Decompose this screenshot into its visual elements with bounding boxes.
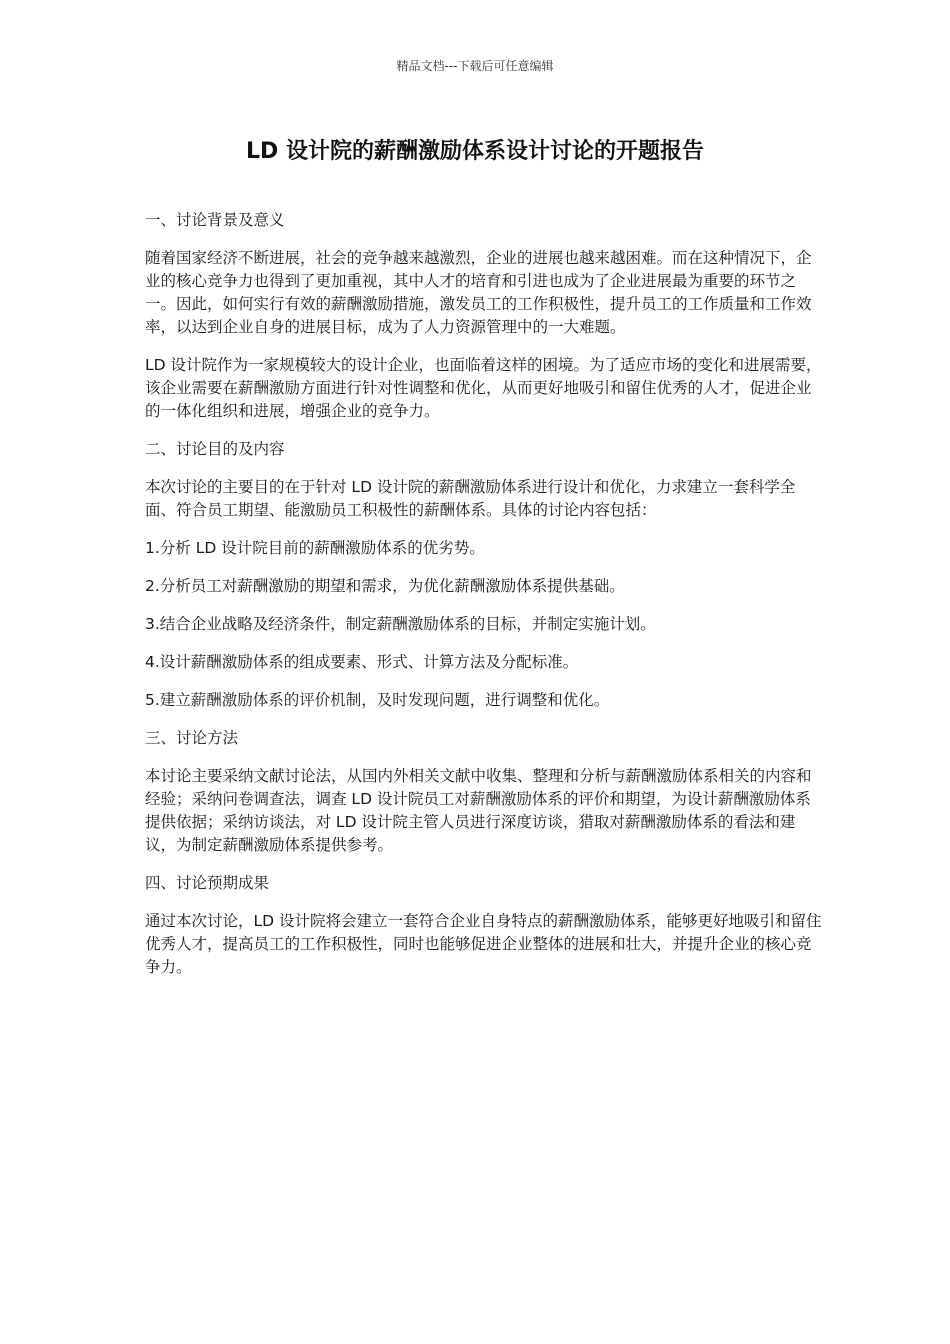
list-item: 5.建立薪酬激励体系的评价机制，及时发现问题，进行调整和优化。 [145, 691, 610, 709]
section-heading-background: 一、讨论背景及意义 [145, 211, 285, 229]
paragraph-background-1: 随着国家经济不断进展，社会的竞争越来越激烈，企业的进展也越来越困难。而在这种情况下，企业的核心竞争力也得到了更加重视，其中人才的培育和引进也成为了企业进展最为重要的环节之一。因此，如何实行有效的薪酬激励措施，激发员工的工作积极性，提升员工的工作质量和工作效率，以达到企业自身的进展目标，成为了人力资源管理中的一大难题。 [145, 249, 812, 336]
list-item: 3.结合企业战略及经济条件，制定薪酬激励体系的目标，并制定实施计划。 [145, 615, 656, 633]
paragraph-outcomes: 通过本次讨论，LD 设计院将会建立一套符合企业自身特点的薪酬激励体系，能够更好地吸引和留住优秀人才，提高员工的工作积极性，同时也能够促进企业整体的进展和壮大，并提升企业的核心竞争力。 [145, 912, 822, 976]
list-item: 4.设计薪酬激励体系的组成要素、形式、计算方法及分配标准。 [145, 653, 579, 671]
header-note: 精品文档---下载后可任意编辑 [396, 59, 554, 73]
list-item: 1.分析 LD 设计院目前的薪酬激励体系的优劣势。 [145, 539, 485, 557]
document-title: LD 设计院的薪酬激励体系设计讨论的开题报告 [246, 139, 704, 164]
paragraph-background-2: LD 设计院作为一家规模较大的设计企业，也面临着这样的困境。为了适应市场的变化和进展需要，该企业需要在薪酬激励方面进行针对性调整和优化，从而更好地吸引和留住优秀的人才，促进企业的一体化组织和进展，增强企业的竞争力。 [145, 356, 822, 420]
section-heading-purpose: 二、讨论目的及内容 [145, 440, 285, 458]
document-body [145, 209, 825, 994]
section-heading-outcomes: 四、讨论预期成果 [145, 874, 270, 892]
section-heading-methods: 三、讨论方法 [145, 729, 239, 747]
list-item: 2.分析员工对薪酬激励的期望和需求，为优化薪酬激励体系提供基础。 [145, 577, 625, 595]
paragraph-methods: 本讨论主要采纳文献讨论法，从国内外相关文献中收集、整理和分析与薪酬激励体系相关的内容和经验；采纳问卷调查法，调查 LD 设计院员工对薪酬激励体系的评价和期望，为设计薪酬激励体系提供依据；采纳访谈法，对 LD 设计院主管人员进行深度访谈，猎取对薪酬激励体系的看法和建议，为制定薪酬激励体系提供参考。 [145, 767, 812, 854]
paragraph-purpose-intro: 本次讨论的主要目的在于针对 LD 设计院的薪酬激励体系进行设计和优化，力求建立一套科学全面、符合员工期望、能激励员工积极性的薪酬体系。具体的讨论内容包括： [145, 478, 796, 519]
